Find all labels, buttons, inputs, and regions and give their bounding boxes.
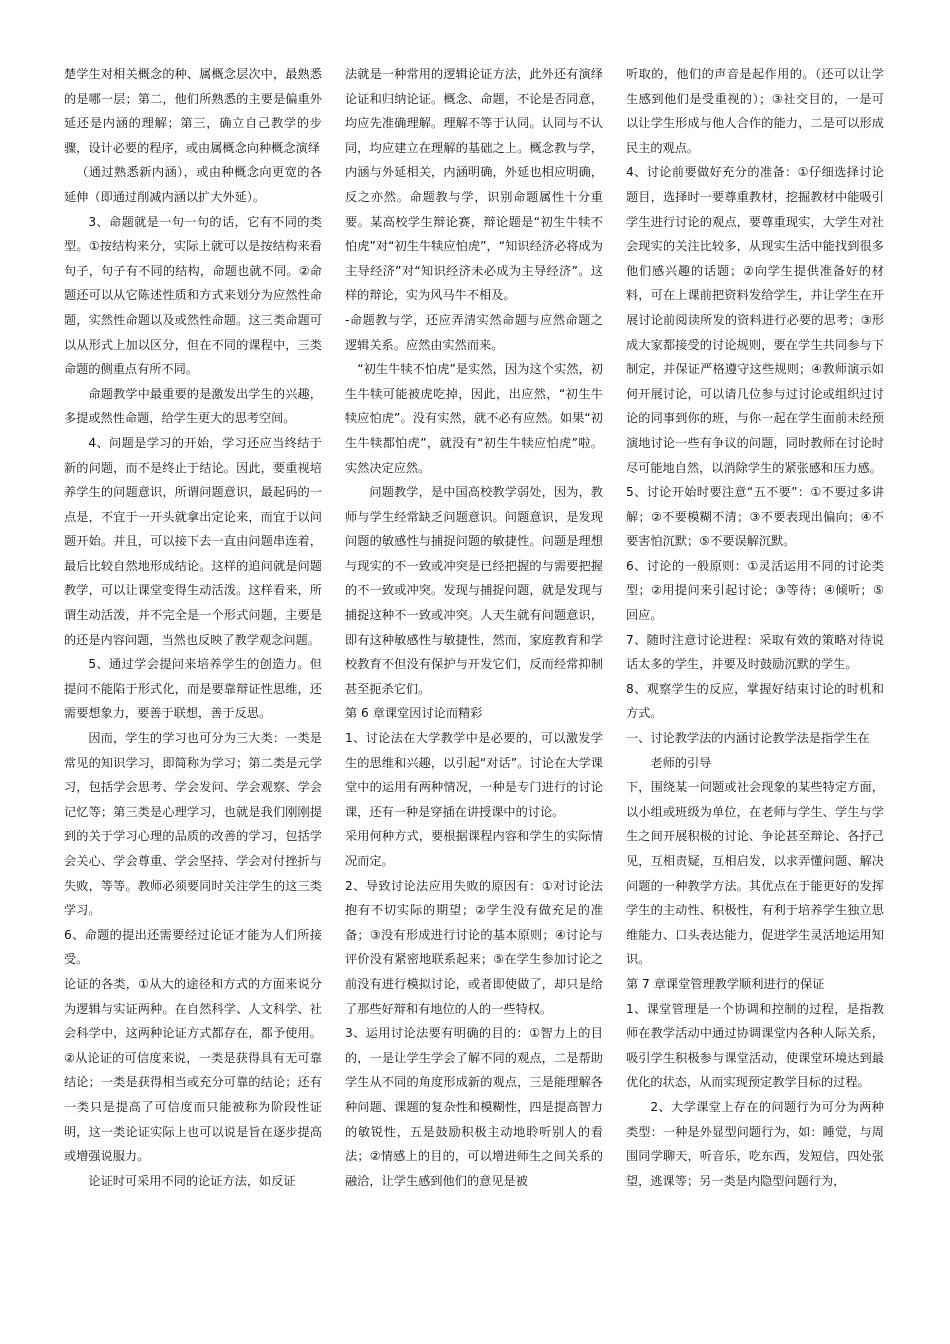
paragraph: 5、讨论开始时要注意“五不要”：①不要过多讲解；②不要模糊不清；③不要表现出偏向；④不要害怕沉默；⑤不要误解沉默。 bbox=[626, 485, 884, 549]
chapter-heading: 第 7 章课堂管理教学顺利进行的保证 bbox=[626, 976, 825, 991]
paragraph: 命题教学中最重要的是激发出学生的兴趣，多提或然性命题，给学生更大的思考空间。 bbox=[64, 386, 322, 426]
paragraph: 1、讨论法在大学教学中是必要的，可以激发学生的思维和兴趣，以引起“对话”。讨论在大学课堂中的运用有两种情况，一种是专门进行的讨论课，还有一种是穿插在讲授课中的讨论。 bbox=[345, 731, 603, 819]
paragraph: 6、讨论的一般原则：①灵活运用不同的讨论类型；②用提问来引起讨论；③等待；④倾听；⑤回应。 bbox=[626, 558, 884, 623]
paragraph: 2、导致讨论法应用失败的原因有：①对讨论法抱有不切实际的期望；②学生没有做充足的准备；③没有形成进行讨论的基本原则；④讨论与评价没有紧密地联系起来；⑤在学生参加讨论之前没有进行模拟讨论，或者即使做了，却只是给了那些好辩和有地位的人的一些特权。 bbox=[345, 878, 603, 1016]
text-column-middle bbox=[345, 62, 603, 1193]
paragraph: 1、课堂管理是一个协调和控制的过程，是指教师在教学活动中通过协调课堂内各种人际关系，吸引学生积极参与课堂活动，使课堂环境达到最优化的状态，从而实现预定教学目标的过程。 bbox=[626, 1001, 884, 1090]
section-heading: 一、讨论教学法的内涵讨论教学法是指学生在 bbox=[626, 731, 870, 746]
paragraph: 5、通过学会提问来培养学生的创造力。但提问不能陷于形式化，而是要靠辩证性思维，还需要想象力，要善于联想，善于反思。 bbox=[64, 657, 322, 721]
paragraph: 因而，学生的学习也可分为三大类：一类是常见的知识学习，即简称为学习；第二类是元学习，包括学会思考、学会发问、学会观察、学会记忆等；第三类是心理学习，也就是我们刚刚提到的关于学习心理的品质的改善的学习，包括学会关心、学会尊重、学会坚持、学会对付挫折与失败，等等。教师必须要同时关注学生的这三类学习。 bbox=[64, 731, 322, 918]
paragraph: “初生牛犊不怕虎”是实然，因为这个实然，初生牛犊可能被虎吃掉，因此，出应然，“初生牛犊应怕虎”。没有实然，就不必有应然。如果“初生牛犊都怕虎”，就没有“初生牛犊应怕虎”啦。实然决定应然。 bbox=[345, 362, 603, 475]
paragraph: 8、观察学生的反应，掌握好结束讨论的时机和方式。 bbox=[626, 681, 884, 721]
paragraph: -命题教与学，还应弄清实然命题与应然命题之逻辑关系。应然由实然而来。 bbox=[345, 312, 603, 352]
paragraph: 听取的，他们的声音是起作用的。（还可以让学生感到他们是受重视的）；③社交目的，一是可以让学生形成与他人合作的能力，二是可以形成民主的观点。 bbox=[626, 67, 884, 155]
paragraph: 楚学生对相关概念的种、属概念层次中，最熟悉的是哪一层；第二，他们所熟悉的主要是偏重外延还是内涵的理解；第三，确立自己教学的步骤，设计必要的程序，或由属概念向种概念演绎 bbox=[64, 67, 322, 155]
paragraph: 论证时可采用不同的论证方法，如反证 bbox=[88, 1173, 296, 1188]
paragraph: 2、大学课堂上存在的问题行为可分为两种类型：一种是外显型问题行为，如：睡觉，与周围同学聊天，听音乐，吃东西，发短信，四处张望，逃课等；另一类是内隐型问题行为， bbox=[626, 1099, 884, 1188]
text-column-left bbox=[64, 62, 322, 1193]
text-column-right bbox=[626, 62, 884, 1193]
paragraph: 6、命题的提出还需要经过论证才能为人们所接受。 bbox=[64, 927, 322, 967]
paragraph: 3、命题就是一句一句的话，它有不同的类型。①按结构来分，实际上就可以是按结构来看句子，句子有不同的结构，命题也就不同。②命题还可以从它陈述性质和方式来划分为应然性命题，实然性命题以及或然性命题。这三类命题可以从形式上加以区分，但在不同的课程中，三类命题的侧重点有所不同。 bbox=[64, 214, 322, 377]
paragraph: 7、随时注意讨论进程：采取有效的策略对待说话太多的学生，并要及时鼓励沉默的学生。 bbox=[626, 632, 884, 672]
paragraph: 采用何种方式，要根据课程内容和学生的实际情况而定。 bbox=[345, 829, 603, 868]
paragraph: 3、运用讨论法要有明确的目的：①智力上的目的，一是让学生学会了解不同的观点，二是帮助学生从不同的角度形成新的观点，三是能理解各种问题、课题的复杂性和模糊性，四是提高智力的敏锐性，五是鼓励积极主动地聆听别人的看法；②情感上的目的，可以增进师生之间关系的融洽，让学生感到他们的意见是被 bbox=[345, 1026, 603, 1188]
paragraph: 4、讨论前要做好充分的准备：①仔细选择讨论题目，选择时一要尊重教材，挖掘教材中能吸引学生进行讨论的观点，要尊重现实，大学生对社会现实的关注比较多，从现实生活中能找到很多他们感兴趣的话题；②向学生提供准备好的材料，可在上课前把资料发给学生，并让学生在开展讨论前阅读所发的资料进行必要的思考；③形成大家都接受的讨论规则，要在学生共同参与下制定，并保证严格遵守这些规则；④教师演示如何开展讨论，可以请几位参与过讨论或组织过讨论的同事到你的班，与你一起在学生面前未经预演地讨论一些有争议的问题，同时教师在讨论时尽可能地自然，以消除学生的紧张感和压力感。 bbox=[626, 165, 884, 475]
paragraph: 下，围绕某一问题或社会现象的某些特定方面，以小组或班级为单位，在老师与学生、学生与学生之间开展积极的讨论、争论甚至辩论、各抒己见，互相责疑，互相启发，以求弄懂问题、解决问题的一种教学方法。其优点在于能更好的发挥学生的主动性、积极性，有利于培养学生独立思维能力、口头表达能力，促进学生灵活地运用知识。 bbox=[626, 780, 884, 967]
paragraph: 法就是一种常用的逻辑论证方法，此外还有演绎论证和归纳论证。概念、命题，不论是否同意，均应先准确理解。理解不等于认同。认同与不认同，均应建立在理解的基础之上。概念教与学，内涵与外延相关，内涵明确，外延也相应明确，反之亦然。命题教与学，识别命题属性十分重要。某高校学生辩论赛，辩论题是“初生牛犊不怕虎”对“初生牛犊应怕虎”，“知识经济必将成为主导经济”对“知识经济未必成为主导经济”。这样的辩论，实为风马牛不相及。 bbox=[345, 67, 603, 303]
paragraph: 老师的引导 bbox=[650, 755, 712, 770]
paragraph: 论证的各类，①从大的途径和方式的方面来说分为逻辑与实证两种。在自然科学、人文科学、社会科学中，这两种论证方式都存在，都予使用。②从论证的可信度来说，一类是获得具有无可靠结论；一类是获得相当或充分可靠的结论；还有一类只是提高了可信度而只能被称为阶段性证明，这一类论证实际上也可以说是旨在逐步提高或增强说服力。 bbox=[64, 976, 322, 1164]
paragraph: 4、问题是学习的开始，学习还应当终结于新的问题，而不是终止于结论。因此，要重视培养学生的问题意识，所谓问题意识，最起码的一点是，不宜于一开头就拿出定论来，而宜于以问题开始。并且，可以接下去一直由问题串连着，最后比较自然地形成结论。这样的追问就是问题教学，可以让课堂变得生动活泼。这样看来，所谓生动活泼，并不完全是一个形式问题，主要是的还是内容问题，当然也反映了教学观念问题。 bbox=[64, 435, 322, 647]
paragraph: （通过熟悉新内涵），或由种概念向更宽的各延伸（即通过削减内涵以扩大外延）。 bbox=[64, 165, 322, 204]
paragraph: 问题教学，是中国高校教学弱处，因为，教师与学生经常缺乏问题意识。问题意识，是发现问题的敏感性与捕捉问题的敏捷性。问题是理想与现实的不一致或冲突是已经把握的与需要把握的不一致或冲突。发现与捕捉问题，就是发现与捕捉这种不一致或冲突。人天生就有问题意识，即有这种敏感性与敏捷性，然而，家庭教育和学校教育不但没有保护与开发它们，反而经常抑制甚至扼杀它们。 bbox=[345, 485, 603, 696]
chapter-heading: 第 6 章课堂因讨论而精彩 bbox=[345, 706, 483, 721]
